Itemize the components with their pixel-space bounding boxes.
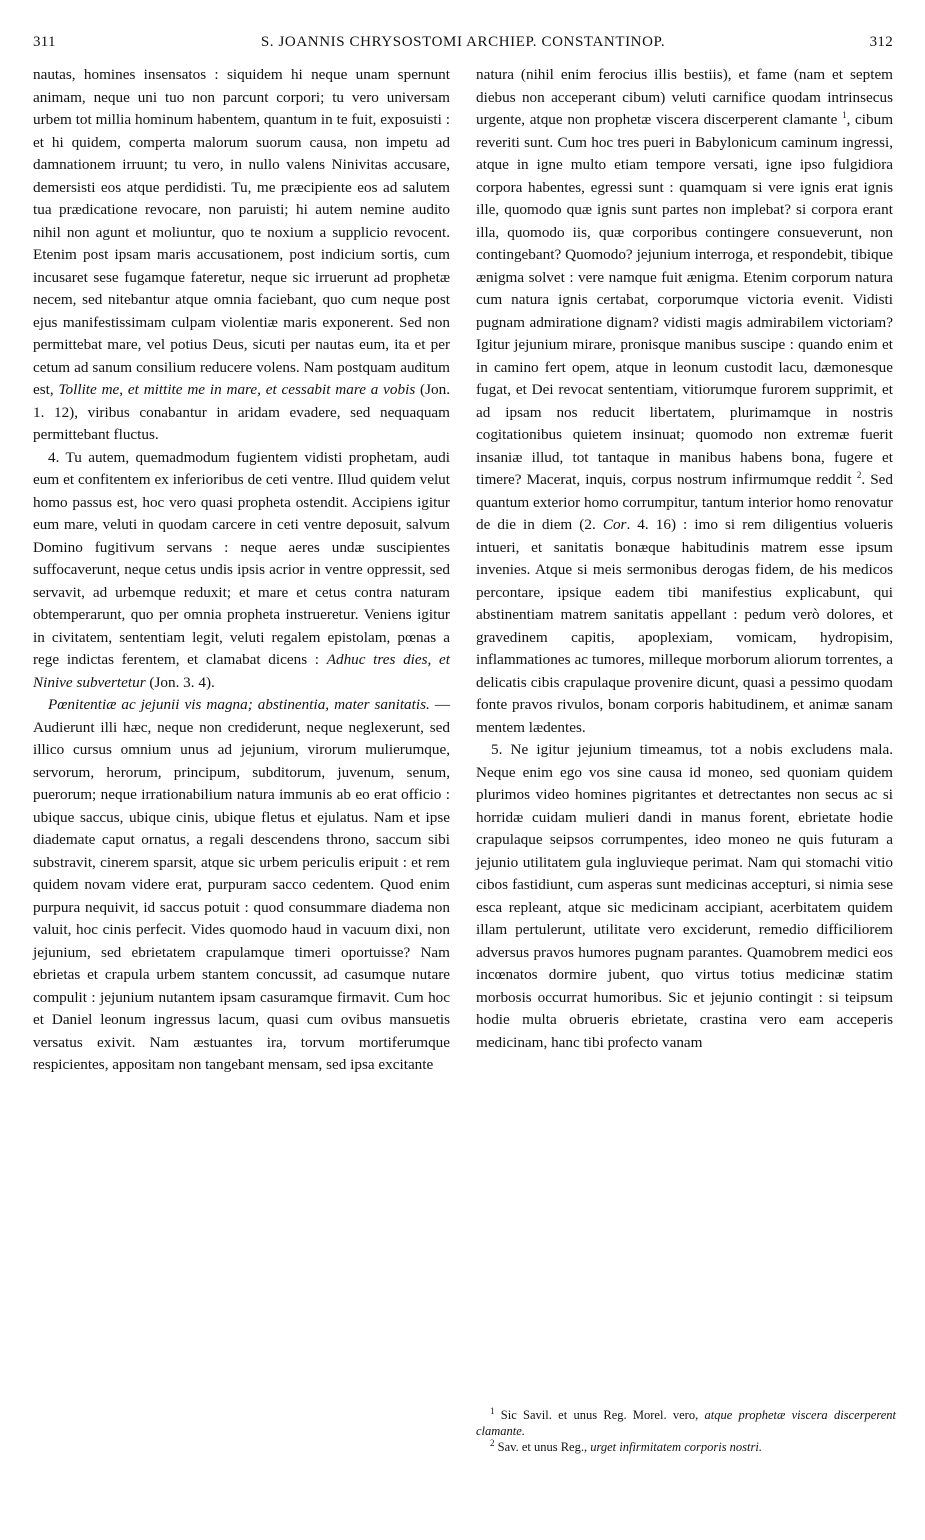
- paragraph-text: , cibum reveriti sunt. Cum hoc tres pueri in Babylonicum caminum ingressi, atque in igne multo etiam tempore versati, igne ipso fulgidiora corpora habentes, egressi sunt : quamquam si vere ignis erat ignis ille, quomodo quæ ignis sunt partes non implebat? si corpora erant illa, quomodo iis, quæ corporibus contingere consueverunt, non contingebant? Quomodo? jejunium interroga, et respondebit, tibique ænigma solvet : vere namque fuit ænigma. Etenim corporum natura cum natura ignis certabat, corporumque victoria evenit. Vidisti pugnam admiratione dignam? vidisti magis admirabilem victoriam? Igitur jejunium mirare, pronisque manibus suscipe : quando enim et in camino fert opem, atque in leonum custodit lacu, dæmonesque fugat, et Dei revocat sententiam, vitiorumque furorem supprimit, et ad ipsam nos reducit libertatem, plurimamque in nostris cogitationibus quietem insinuat; quomodo non extremæ fuerit insaniæ illud, tot tantaque in manibus habens bona, fugere et timere? Macerat, inquis, corpus nostrum infirmumque reddit: [476, 111, 894, 488]
- paragraph-continued: [33, 64, 450, 447]
- paragraph-text: — Audierunt illi hæc, neque non crediderunt, neque neglexerunt, sed illico cursus omnium unus ad jejunium, virorum mulierumque, servorum, herorum, principum, subditorum, juvenum, senum, puerorum; neque irrationabilium natura immunis ab eo erat officio : ubique saccus, ubique cinis, ubique fletus et ejulatus. Nam et ipse diademate caput ornatus, a regali descendens throno, saccum sibi substravit, cinerem sparsit, atque sic urbem periculis eripuit : et rem quidem novam videre erat, purpuram sacco cedentem. Quod enim purpura nequivit, id saccus potuit : quod consummare diadema non valuit, hoc cinis perfecit. Vides quomodo haud in vacuum dixi, non jejunium, sed ebrietatem crapulamque timeri oportuisse? Nam ebrietas et crapula urbem stantem concussit, ad casumque nutare compulit : jejunium nutantem ipsam casuramque firmavit. Cum hoc et Daniel leonum ingressus lacum, quasi cum ovibus mansuetis versatus exivit. Nam æstuantes ira, torvum mortiferumque respicientes, appositam non tangebant mensam, sed ipsa excitante: [33, 696, 451, 1073]
- paragraph-text: nautas, homines insensatos : siquidem hi neque unam spernunt animam, neque uni tuo non parcunt corpori; tu vero universam urbem tot millia hominum habentem, quantum in te fuit, exposuisti : et hi quidem, comperta malorum suorum causa, non impetu ad damnationem irruunt; tu vero, in nullo valens Ninivitas accusare, demersisti eos atque perdidisti. Tu, me præcipiente eos ad salutem tua prædicatione revocare, non paruisti; hi autem nemine audito nihil non agunt et moliuntur, quo te noxium a supplicio revocent. Etenim post ipsam maris accusationem, post indicium sortis, cum incusaret sese fugamque fateretur, neque sic irruerunt ad prophetæ necem, sed nitebantur atque omnia faciebant, quo cum neque post ejus manifestissimam culpam violentiæ maris exponerent. Sed non permittebat mare, vel potius Deus, sicuti per nautas eum, ita et per cetum ad sanum consilium reducere volens. Nam postquam auditum est,: [33, 66, 450, 398]
- footnotes: [476, 1405, 896, 1457]
- footnote-1: [476, 1405, 896, 1439]
- paragraph-4: [33, 447, 450, 695]
- scripture-reference: (Jon. 3. 4).: [145, 673, 215, 691]
- paragraph-sidenote: [33, 694, 450, 1077]
- footnote-text: Sic Savil. et unus Reg. Morel. vero,: [494, 1408, 705, 1422]
- scripture-quote: Tollite me, et mittite me in mare, et cessabit mare a vobis: [58, 381, 416, 398]
- running-title: S. JOANNIS CHRYSOSTOMI ARCHIEP. CONSTANTINOP.: [260, 34, 666, 50]
- left-column: [33, 64, 450, 1077]
- paragraph-text: 5. Ne igitur jejunium timeamus, tot a nobis excludens mala. Neque enim ego vos sine causa id moneo, sed quoniam quidem plurimos video homines pigritantes et detrectantes non secus ac si horridæ cuidam mulieri dandi in manus forent, ebrietate hodie crapulaque seipsos corrumpentes, ideo moneo ne quis futuram a jejunio utilitatem gula ingluvieque perimat. Nam qui stomachi vitio cibos fastidiunt, cum asperas sunt medicinas accepturi, si nimia sese esca repleant, atque sic medicinam accipiant, acerbitatem quidem illam pertulerunt, utilitate vero exciderunt, remedio difficiliorem adversus pravos humores pugnam parantes. Quamobrem medici eos incœnatos dormire jubent, quo virtus totius medicinæ statim morbosis occurrat humoribus. Sic et jejunio contingit : si teipsum hodie multa obrueris ebrietate, crastina vero eam acceperis medicinam, hanc tibi profecto vanam: [476, 741, 893, 1051]
- right-page-number: 312: [869, 34, 893, 50]
- paragraph-text: natura (nihil enim ferocius illis bestiis), et fame (nam et septem diebus non acceperant cibum) veluti carnifice quodam intrinsecus urgente, atque non prophetæ viscera discerperent clamante: [476, 66, 893, 128]
- right-column: [476, 64, 893, 1054]
- paragraph-text: , viribus conabantur in aridam evadere, sed nequaquam permittebant fluctus.: [33, 403, 450, 443]
- scripture-reference: Cor: [602, 516, 627, 533]
- footnote-number: 2: [490, 1437, 495, 1448]
- paragraph-text: . 4. 16) : imo si rem diligentius volueris intueri, et sanitatis bonæque habitudinis matrem esse ipsum invenies. Atque si meis sermonibus derogas fidem, de his medicos percontare, ipsique eadem tibi manifestius explicabunt, qui abstinentiam matrem sanitatis appellant : pedum verò dolores, et gravedinem capitis, apoplexiam, vomicam, hydropisim, inflammationes ac tumores, milleque morborum aliorum torrentes, a delicatis cibis crapulaque provenire dicunt, quasi a pessimo quodam fonte pravos rivulos, bonam corporis habitudinem, et animæ sanam mentem lædentes.: [476, 516, 893, 736]
- footnote-marker: 2: [856, 469, 862, 480]
- paragraph-continued: [476, 64, 893, 739]
- scripture-reference: (Jon. 1. 12): [33, 381, 451, 421]
- footnote-text: Sav. et unus Reg.,: [494, 1440, 591, 1454]
- paragraph-5: [476, 739, 893, 1054]
- footnote-italic: atque prophetæ viscera discerperent clamante.: [476, 1408, 896, 1438]
- section-heading: Pœnitentiæ ac jejunii vis magna; abstinentia, mater sanitatis.: [48, 696, 430, 713]
- footnote-2: [476, 1437, 896, 1456]
- paragraph-text: . Sed quantum exterior homo corrumpitur, tantum interior homo renovatur de die in diem (2.: [476, 471, 894, 533]
- footnote-number: 1: [490, 1405, 495, 1416]
- scripture-quote: Adhuc tres dies, et Ninive subvertetur: [33, 651, 450, 691]
- paragraph-text: 4. Tu autem, quemadmodum fugientem vidisti prophetam, audi eum et confitentem ex inferioribus de ceti ventre. Illud quidem velut homo passus est, hoc vero quasi propheta ostendit. Accipiens igitur eum mare, veluti in quodam carcere in ceti ventre deposuit, salvum Domino fugitivum servans : neque aeres undæ suscipientes suffocaverunt, neque cetus undis ipsis acrior in ventre oppressit, sed servavit, ad urbemque reduxit; et mare et cetus contra naturam obtemperarunt, quo per omnia propheta instrueretur. Veniens igitur in civitatem, sententiam legit, veluti regalem epistolam, pœnas a rege indictas ferentem, et clamabat dicens :: [33, 448, 450, 668]
- left-page-number: 311: [33, 34, 56, 50]
- footnote-italic: urget infirmitatem corporis nostri.: [590, 1440, 762, 1454]
- page-header: [33, 34, 893, 60]
- footnote-marker: 1: [842, 109, 847, 120]
